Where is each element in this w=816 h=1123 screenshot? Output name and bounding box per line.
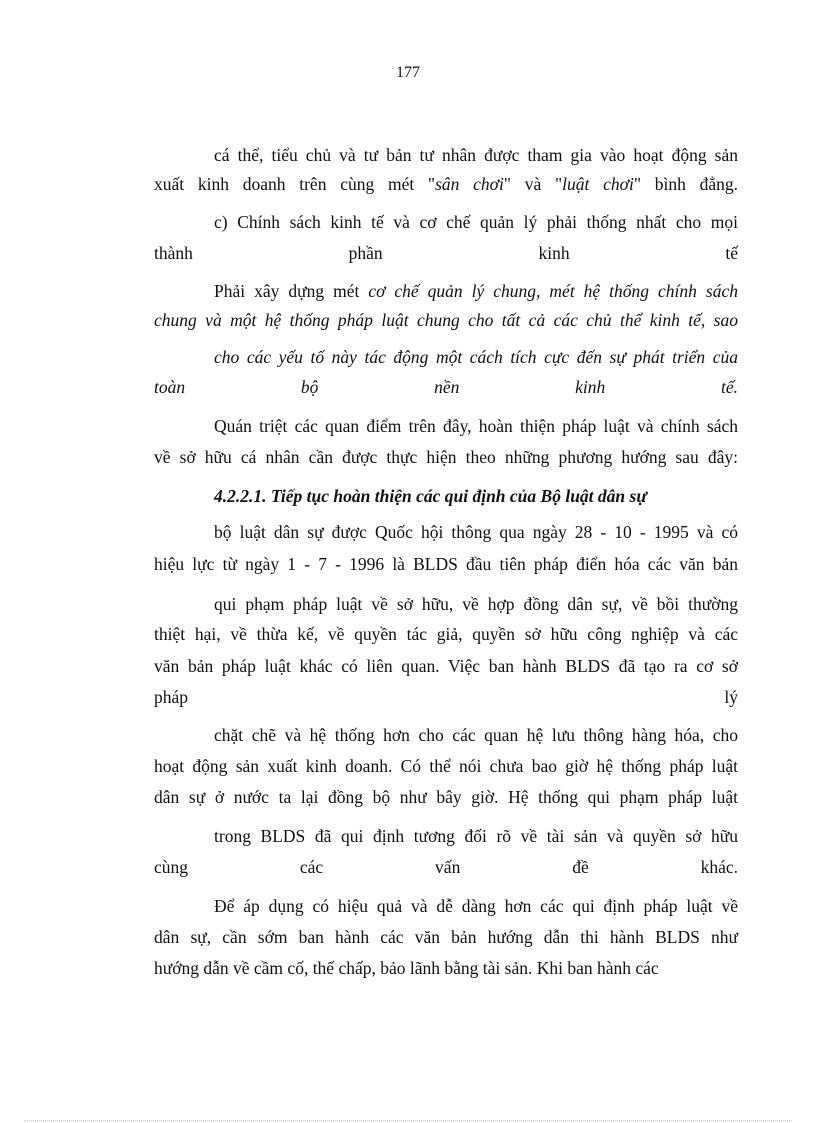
text-line: chung và một hệ thống pháp luật chung cho tất cả các chủ thể kinh tế, sao	[154, 310, 738, 330]
text-line: văn bản pháp luật khác có liên quan. Việc ban hành BLDS đã tạo ra cơ sở	[154, 656, 738, 676]
text-line: hoạt động sản xuất kinh doanh. Có thể nói chưa bao giờ hệ thống pháp luật	[154, 756, 738, 776]
italic-run: cơ chế quản lý chung, mét hệ thống chính sách	[368, 281, 738, 301]
quoted-term: sân chơi	[435, 174, 504, 194]
text-line: thiệt hại, về thừa kế, về quyền tác giả, quyền sở hữu công nghiệp và các	[154, 624, 738, 644]
text-run: xuất kinh doanh trên cùng mét "	[154, 174, 436, 194]
text-run: Phải xây dựng mét	[214, 281, 369, 301]
text-line: qui phạm pháp luật về sở hữu, về hợp đồng dân sự, về bồi thường	[214, 594, 738, 614]
text-line: toàn bộ nền kinh tế.	[154, 377, 738, 397]
text-line: cùng các vấn đề khác.	[154, 857, 738, 877]
text-line: Quán triệt các quan điểm trên đây, hoàn thiện pháp luật và chính sách	[214, 416, 738, 436]
text-line: bộ luật dân sự được Quốc hội thông qua ngày 28 - 10 - 1995 và có	[214, 522, 738, 542]
text-line: chặt chẽ và hệ thống hơn cho các quan hệ lưu thông hàng hóa, cho	[214, 725, 738, 745]
text-line: về sở hữu cá nhân cần được thực hiện theo những phương hướng sau đây:	[154, 447, 738, 467]
page-bottom-rule	[24, 1120, 792, 1121]
text-line: trong BLDS đã qui định tương đối rõ về tài sản và quyền sở hữu	[214, 826, 738, 846]
text-line: dân sự, cần sớm ban hành các văn bản hướng dẫn thi hành BLDS như	[154, 927, 738, 947]
text-line: hiệu lực từ ngày 1 - 7 - 1996 là BLDS đầu tiên pháp điển hóa các văn bản	[154, 554, 738, 574]
text-run: " và "	[503, 174, 563, 194]
text-line: c) Chính sách kinh tế và cơ chế quản lý phải thống nhất cho mọi	[214, 212, 738, 232]
text-line: cá thể, tiểu chủ và tư bản tư nhân được tham gia vào hoạt động sản	[214, 145, 738, 165]
text-line	[214, 280, 738, 302]
text-line: Để áp dụng có hiệu quả và dễ dàng hơn các qui định pháp luật về	[214, 896, 738, 916]
text-line: thành phần kinh tế	[154, 243, 738, 263]
text-line: pháp lý	[154, 687, 738, 707]
text-line: cho các yếu tố này tác động một cách tích cực đến sự phát triển của	[214, 347, 738, 367]
text-line: hướng dẫn về cầm cố, thế chấp, bảo lãnh bằng tài sản. Khi ban hành các	[154, 958, 659, 978]
section-heading: 4.2.2.1. Tiếp tục hoàn thiện các qui định của Bộ luật dân sự	[214, 486, 647, 506]
quoted-term: luật chơi	[562, 174, 634, 194]
page-number: 177	[396, 64, 420, 81]
text-line	[154, 173, 738, 195]
text-run: " bình đẳng.	[633, 174, 738, 194]
text-line: dân sự ở nước ta lại đồng bộ như bây giờ. Hệ thống qui phạm pháp luật	[154, 787, 738, 807]
